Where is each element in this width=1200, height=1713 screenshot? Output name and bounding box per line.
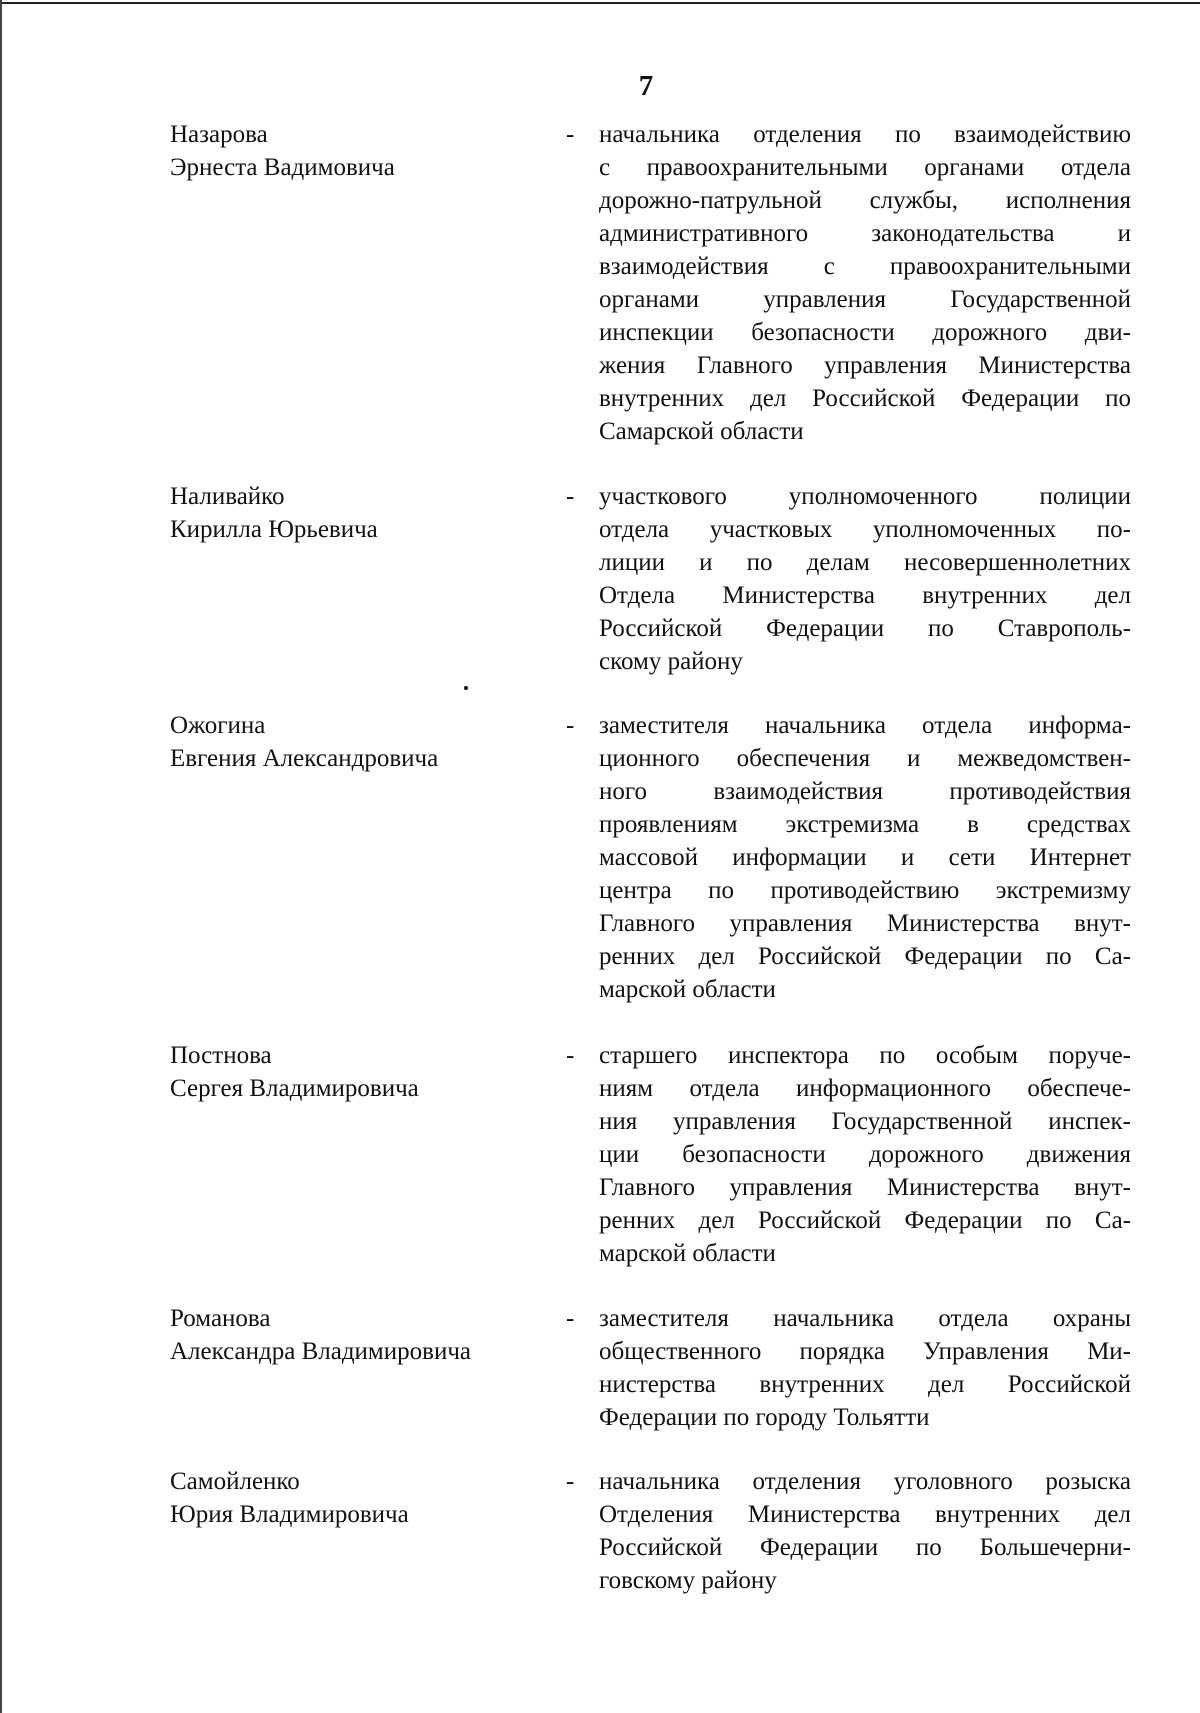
description-line: ренних дел Российской Федерации по Са- [599, 943, 1131, 970]
given-name-patronymic: Сергея Владимировича [170, 1075, 419, 1102]
description-line: дорожно-патрульной службы, исполнения [599, 187, 1131, 214]
description-line: Российской Федерации по Большечерни- [599, 1534, 1131, 1561]
description-line: инспекции безопасности дорожного дви- [599, 319, 1131, 346]
description-line: общественного порядка Управления Ми- [599, 1338, 1131, 1365]
person-name [170, 1465, 570, 1531]
description-line: внутренних дел Российской Федерации по [599, 385, 1131, 412]
person-name [170, 118, 570, 184]
description-line: проявлениям экстремизма в средствах [599, 811, 1131, 838]
surname: Наливайко [170, 483, 285, 510]
description-line: марской области [599, 1240, 776, 1267]
surname: Самойленко [170, 1468, 300, 1495]
surname: Романова [170, 1305, 271, 1332]
description-line: ции безопасности дорожного движения [599, 1141, 1131, 1168]
description-line: взаимодействия с правоохранительными [599, 253, 1131, 280]
description-line: лиции и по делам несовершеннолетних [599, 549, 1131, 576]
description-line: ниям отдела информационного обеспече- [599, 1075, 1131, 1102]
given-name-patronymic: Эрнеста Вадимовича [170, 154, 395, 181]
person-name [170, 1302, 570, 1368]
position-description [599, 118, 1131, 448]
description-line: начальника отделения по взаимодействию [599, 121, 1131, 148]
separator-dash: - [566, 1042, 575, 1069]
position-description [599, 480, 1131, 678]
description-line: заместителя начальника отдела охраны [599, 1305, 1131, 1332]
surname: Постнова [170, 1042, 272, 1069]
page-number: 7 [638, 70, 654, 102]
description-line: начальника отделения уголовного розыска [599, 1468, 1131, 1495]
description-line: участкового уполномоченного полиции [599, 483, 1131, 510]
given-name-patronymic: Юрия Владимировича [170, 1501, 409, 1528]
description-line: старшего инспектора по особым поруче- [599, 1042, 1131, 1069]
description-line: Самарской области [599, 418, 804, 445]
description-line: Отделения Министерства внутренних дел [599, 1501, 1131, 1528]
scan-edge-top [0, 2, 1200, 4]
person-name [170, 709, 570, 775]
separator-dash: - [566, 121, 575, 148]
description-line: нистерства внутренних дел Российской [599, 1371, 1131, 1398]
description-line: скому району [599, 648, 743, 675]
description-line: ционного обеспечения и межведомствен- [599, 745, 1131, 772]
position-description [599, 1302, 1131, 1434]
description-line: Федерации по городу Тольятти [599, 1404, 930, 1431]
scan-speck [464, 686, 468, 690]
separator-dash: - [566, 1305, 575, 1332]
given-name-patronymic: Кирилла Юрьевича [170, 516, 378, 543]
surname: Ожогина [170, 712, 266, 739]
separator-dash: - [566, 483, 575, 510]
description-line: марской области [599, 976, 776, 1003]
description-line: Отдела Министерства внутренних дел [599, 582, 1131, 609]
description-line: ного взаимодействия противодействия [599, 778, 1131, 805]
description-line: Главного управления Министерства внут- [599, 1174, 1131, 1201]
description-line: говскому району [599, 1567, 777, 1594]
given-name-patronymic: Евгения Александровича [170, 745, 439, 772]
description-line: жения Главного управления Министерства [599, 352, 1131, 379]
given-name-patronymic: Александра Владимировича [170, 1338, 471, 1365]
separator-dash: - [566, 1468, 575, 1495]
person-name [170, 480, 570, 546]
description-line: массовой информации и сети Интернет [599, 844, 1131, 871]
description-line: административного законодательства и [599, 220, 1131, 247]
description-line: ния управления Государственной инспек- [599, 1108, 1131, 1135]
position-description [599, 1039, 1131, 1270]
surname: Назарова [170, 121, 268, 148]
description-line: с правоохранительными органами отдела [599, 154, 1131, 181]
description-line: Российской Федерации по Ставрополь- [599, 615, 1131, 642]
position-description [599, 709, 1131, 1006]
description-line: Главного управления Министерства внут- [599, 910, 1131, 937]
scan-edge-left [0, 0, 2, 1713]
position-description [599, 1465, 1131, 1597]
description-line: заместителя начальника отдела информа- [599, 712, 1131, 739]
description-line: отдела участковых уполномоченных по- [599, 516, 1131, 543]
person-name [170, 1039, 570, 1105]
description-line: ренних дел Российской Федерации по Са- [599, 1207, 1131, 1234]
separator-dash: - [566, 712, 575, 739]
description-line: центра по противодействию экстремизму [599, 877, 1131, 904]
description-line: органами управления Государственной [599, 286, 1131, 313]
